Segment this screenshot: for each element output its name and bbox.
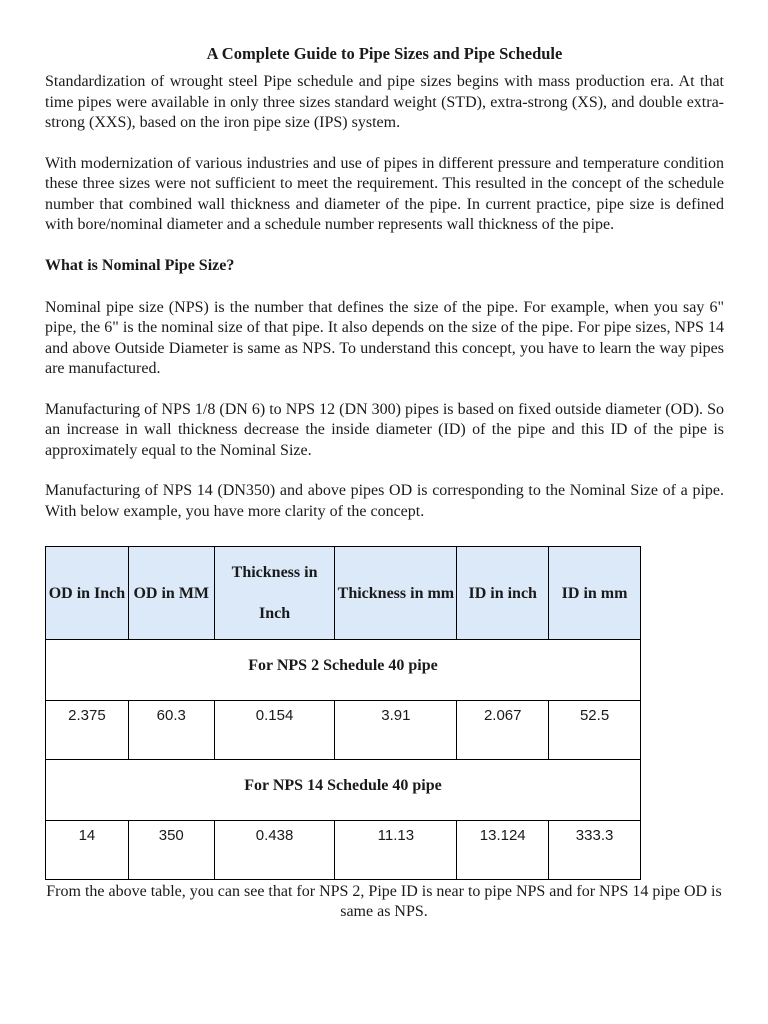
cell-od-mm: 350 (128, 821, 214, 880)
cell-thickness-inch: 0.438 (214, 821, 335, 880)
table-header-row (46, 547, 641, 640)
header-thickness-inch: Thickness in Inch (214, 547, 335, 640)
cell-id-mm: 52.5 (549, 701, 641, 760)
cell-thickness-mm: 11.13 (335, 821, 457, 880)
page-title: A Complete Guide to Pipe Sizes and Pipe Schedule (206, 44, 563, 63)
table-row (46, 821, 641, 880)
table-section-row (46, 760, 641, 821)
table-caption: From the above table, you can see that for NPS 2, Pipe ID is near to pipe NPS and for NPS 14 pipe OD is same as NPS. (46, 883, 722, 920)
section-label-nps-14: For NPS 14 Schedule 40 pipe (46, 760, 641, 821)
paragraph-standardization: Standardization of wrought steel Pipe schedule and pipe sizes begins with mass production era. At that time pipes were available in only three sizes standard weight (STD), extra-strong (XS), and double extra-strong (XXS), based on the iron pipe size (IPS) system. (45, 73, 724, 131)
section-label-nps-2: For NPS 2 Schedule 40 pipe (46, 640, 641, 701)
paragraph-manufacturing-small: Manufacturing of NPS 1/8 (DN 6) to NPS 12 (DN 300) pipes is based on fixed outside diameter (OD). So an increase in wall thickness decrease the inside diameter (ID) of the pipe and this ID of the pipe is approximately equal to the Nominal Size. (45, 400, 724, 459)
cell-id-inch: 2.067 (457, 701, 549, 760)
cell-thickness-inch: 0.154 (214, 701, 335, 760)
header-od-inch: OD in Inch (46, 547, 129, 640)
cell-id-inch: 13.124 (457, 821, 549, 880)
header-id-inch: ID in inch (457, 547, 549, 640)
pipe-size-table (45, 546, 641, 880)
section-heading-nps: What is Nominal Pipe Size? (45, 256, 235, 274)
paragraph-nps-definition: Nominal pipe size (NPS) is the number that defines the size of the pipe. For example, when you say 6" pipe, the 6" is the nominal size of that pipe. It also depends on the size of the pipe. For pipe sizes, NPS 14 and above Outside Diameter is same as NPS. To understand this concept, you have to learn the way pipes are manufactured. (45, 298, 724, 377)
cell-od-inch: 14 (46, 821, 129, 880)
paragraph-manufacturing-large: Manufacturing of NPS 14 (DN350) and above pipes OD is corresponding to the Nominal Size of a pipe. With below example, you have more clarity of the concept. (45, 482, 724, 520)
header-id-mm: ID in mm (549, 547, 641, 640)
table-row (46, 701, 641, 760)
header-thickness-mm: Thickness in mm (335, 547, 457, 640)
cell-thickness-mm: 3.91 (335, 701, 457, 760)
cell-id-mm: 333.3 (549, 821, 641, 880)
table-section-row (46, 640, 641, 701)
cell-od-inch: 2.375 (46, 701, 129, 760)
cell-od-mm: 60.3 (128, 701, 214, 760)
header-od-mm: OD in MM (128, 547, 214, 640)
paragraph-modernization: With modernization of various industries and use of pipes in different pressure and temperature condition these three sizes were not sufficient to meet the requirement. This resulted in the concept of the schedule number that combined wall thickness and diameter of the pipe. In current practice, pipe size is defined with bore/nominal diameter and a schedule number represents wall thickness of the pipe. (45, 154, 724, 233)
